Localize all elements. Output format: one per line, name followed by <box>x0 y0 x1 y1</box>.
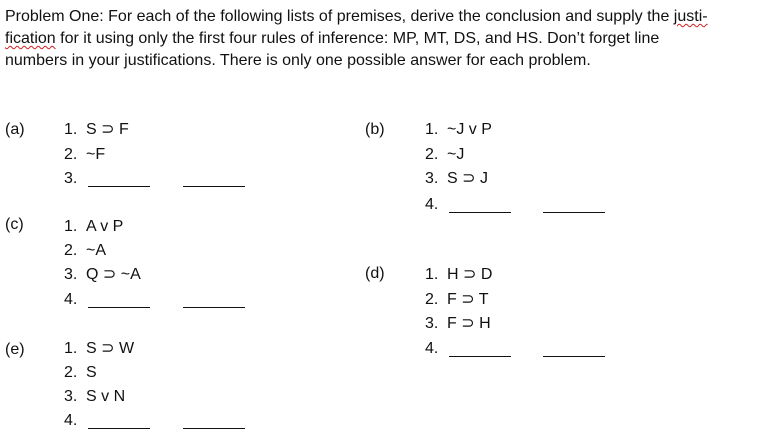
problem-b-line-3: 3. S ⊃ J <box>425 170 488 187</box>
problem-d-line-1: 1. H ⊃ D <box>425 266 493 283</box>
problem-b-justification-blank[interactable] <box>543 212 605 213</box>
instructions-line-1 <box>5 6 760 28</box>
problem-d-answer-blank[interactable] <box>449 356 511 357</box>
problem-b-line-2: 2. ~J <box>425 146 465 163</box>
spellcheck-word: fication <box>5 30 56 47</box>
problem-d-label: (d) <box>365 265 385 282</box>
problem-c-line-3: 3. Q ⊃ ~A <box>64 266 141 283</box>
problem-a-justification-blank[interactable] <box>183 186 245 187</box>
problem-a-label: (a) <box>5 121 25 138</box>
problem-c-answer-blank[interactable] <box>88 307 150 308</box>
problem-b-answer-blank[interactable] <box>449 212 511 213</box>
problem-b-line-4: 4. <box>425 196 439 213</box>
problem-e-label: (e) <box>5 341 25 358</box>
instructions-line-3: numbers in your justifications. There is only one possible answer for each problem. <box>5 52 591 69</box>
problem-d-line-4: 4. <box>425 340 439 357</box>
problem-a-line-2: 2. ~F <box>64 146 106 163</box>
problem-c-line-2: 2. ~A <box>64 242 107 259</box>
problem-c-line-1: 1. A v P <box>64 218 124 235</box>
problem-d-line-2: 2. F ⊃ T <box>425 291 489 308</box>
problem-d-justification-blank[interactable] <box>543 356 605 357</box>
problem-c-justification-blank[interactable] <box>183 307 245 308</box>
problem-b-label: (b) <box>365 121 385 138</box>
spellcheck-word: justi- <box>673 8 708 25</box>
problem-a-answer-blank[interactable] <box>88 186 150 187</box>
instructions-text: Problem One: For each of the following lists of premises, derive the conclusion and supply the <box>5 8 674 25</box>
instructions-text: for it using only the first four rules of inference: MP, MT, DS, and HS. Don’t forget line <box>55 30 660 47</box>
problem-e-line-2: 2. S <box>64 364 97 381</box>
problem-e-line-1: 1. S ⊃ W <box>64 340 135 357</box>
problem-e-line-3: 3. S v N <box>64 388 126 405</box>
problem-c-label: (c) <box>5 216 24 233</box>
instructions-line-2 <box>5 28 760 50</box>
problem-b-line-1: 1. ~J v P <box>425 121 492 138</box>
problem-c-line-4: 4. <box>64 291 78 308</box>
problem-d-line-3: 3. F ⊃ H <box>425 315 491 332</box>
problem-e-justification-blank[interactable] <box>183 428 245 429</box>
problem-e-line-4: 4. <box>64 412 78 429</box>
problem-a-line-3: 3. <box>64 170 78 187</box>
problem-e-answer-blank[interactable] <box>88 428 150 429</box>
problem-a-line-1: 1. S ⊃ F <box>64 121 129 138</box>
instructions <box>5 6 760 72</box>
